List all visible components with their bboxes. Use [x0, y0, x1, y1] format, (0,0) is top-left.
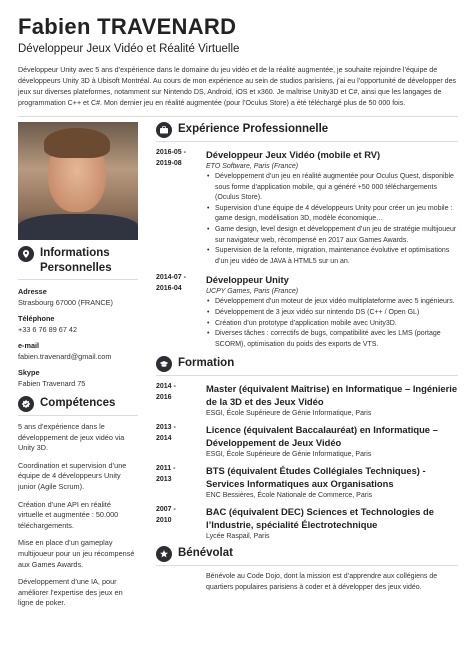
address-label: Adresse: [18, 287, 47, 296]
education-entry: [156, 464, 458, 499]
entry-bullet: • Game design, level design et développement d’un jeu de stratégie multijoueur sur navigateur web, récompensé en 2017 aux Games Awards.: [206, 225, 458, 246]
entry-bullet: • Supervision d’une équipe de 4 développeurs Unity pour créer un jeu mobile : game design, modélisation 3D, modèle économique…: [206, 204, 458, 225]
skill-item: Coordination et supervision d’une équipe de 4 développeurs Unity junior (Agile Scrum).: [18, 460, 127, 491]
experience-entry: [156, 273, 458, 350]
education-entry: [156, 423, 458, 458]
candidate-name: Fabien TRAVENARD: [18, 14, 237, 39]
entry-title: Licence (équivalent Baccalauréat) en Informatique – Développement de Jeux Vidéo: [206, 424, 438, 449]
phone-value: +33 6 76 89 67 42: [18, 325, 78, 334]
job-title: Développeur Jeux Vidéo et Réalité Virtuelle: [18, 43, 240, 55]
volunteer-section: [156, 546, 458, 593]
right-column: [156, 122, 458, 594]
skill-item: Développement d’une IA, pour améliorer l’expertise des jeux en ligne de poker.: [18, 577, 123, 608]
graduation-cap-icon: [156, 356, 172, 372]
email-value[interactable]: fabien.travenard@gmail.com: [18, 352, 112, 361]
section-divider: [156, 375, 458, 376]
star-icon: [156, 546, 172, 562]
resume-header: [18, 14, 458, 109]
location-pin-icon: [18, 246, 34, 262]
experience-entry: [156, 148, 458, 267]
phone-label: Téléphone: [18, 314, 55, 323]
education-section: [156, 356, 458, 540]
experience-section: [156, 122, 458, 350]
entry-title: Développeur Jeux Vidéo (mobile et RV): [206, 149, 381, 160]
skype-value: Fabien Travenard 75: [18, 379, 86, 388]
entry-date: 2011 - 2013: [156, 465, 176, 483]
entry-bullet: • Développement de 3 jeux vidéo sur nintendo DS (C++ / Open GL): [206, 308, 458, 319]
entry-school: ENC Bessières, École Nationale de Commerce, Paris: [206, 492, 373, 500]
entry-date: 2013 - 2014: [156, 424, 176, 442]
address-value: Strasbourg 67000 (FRANCE): [18, 298, 113, 307]
volunteer-heading: Bénévolat: [178, 547, 233, 560]
entry-school: ESGI, École Supérieure de Génie Informatique, Paris: [206, 410, 372, 418]
entry-bullet: • Développement d’un jeu en réalité augmentée pour Oculus Quest, disponible sous forme d’application mobile, qui a généré +50 000 téléchargements (Oculus Store).: [206, 172, 458, 204]
header-divider: [18, 116, 458, 117]
profile-photo: [18, 122, 138, 240]
personal-info-heading: Informations Personnelles: [40, 247, 112, 274]
left-column: [18, 122, 138, 616]
section-divider: [156, 565, 458, 566]
entry-date: 2014 - 2016: [156, 383, 176, 401]
personal-info-section: [18, 246, 138, 388]
section-divider: [18, 415, 138, 416]
entry-date: 2014-07 - 2016-04: [156, 274, 186, 292]
entry-title: Master (équivalent Maîtrise) en Informatique – Ingénierie de la 3D et des Jeux Vidéo: [206, 383, 458, 408]
volunteer-text: Bénévole au Code Dojo, dont la mission est d’apprendre aux collégiens de quartiers populaires parisiens à coder et à développer des jeux vidéo.: [206, 573, 438, 591]
entry-title: BTS (équivalent Études Collégiales Techniques) - Services Informatiques aux Organisations: [206, 465, 426, 490]
skills-badge-icon: [18, 396, 34, 412]
email-label: e-mail: [18, 341, 40, 350]
profile-summary: Développeur Unity avec 5 ans d’expérience dans le domaine du jeu vidéo et de la réalité augmentée, je souhaite rejoindre l’équipe de développeurs Unity 3D à Ubisoft Montréal. Au cours de mon expérience au sein de studios parisiens, j’ai eu l’opportunité de développer des jeux sur diverses plateformes, notamment sur Nintendo DS, Android, iOS et x360. Je maîtrise Unity3D et C#, ainsi que les langages de programmation C++ et C#. Mon dernier jeu en réalité augmentée (pour l’Oculus Store) a été téléchargé plus de 50 000 fois.: [18, 66, 457, 107]
skill-item: 5 ans d’expérience dans le développement de jeux vidéo via Unity 3D.: [18, 422, 125, 453]
briefcase-icon: [156, 122, 172, 138]
section-divider: [156, 141, 458, 142]
entry-date: 2016-05 - 2019-08: [156, 149, 186, 167]
entry-title: Développeur Unity: [206, 274, 289, 286]
experience-heading: Expérience Professionnelle: [178, 123, 329, 135]
skill-item: Création d’une API en réalité virtuelle et augmentée : 50.000 téléchargements.: [18, 499, 119, 530]
education-entry: [156, 505, 458, 540]
skill-item: Mise en place d’un gameplay multijoueur pour un jeu récompensé aux Games Awards.: [18, 538, 135, 569]
entry-bullet: • Développement d’un moteur de jeux vidéo multiplateforme avec 5 ingénieurs.: [206, 297, 458, 308]
education-entry: [156, 382, 458, 417]
entry-school: ESGI, École Supérieure de Génie Informatique, Paris: [206, 451, 372, 459]
skills-heading: Compétences: [40, 397, 116, 409]
entry-school: Lycée Raspail, Paris: [206, 533, 270, 541]
entry-company: ETO Software, Paris (France): [206, 163, 299, 170]
entry-date: 2007 - 2010: [156, 506, 176, 524]
entry-bullet: • Diverses tâches : correctifs de bugs, compatibilité avec les LMS (portage SCORM), optimisation du poids des exports de VTS.: [206, 329, 458, 350]
entry-bullet: • Création d’un prototype d’application mobile avec Unity3D.: [206, 319, 458, 330]
entry-bullet: • Supervision de la refonte, migration, maintenance évolutive et optimisations d’un jeu vidéo de JAVA à HTML5 sur un an.: [206, 246, 458, 267]
section-divider: [18, 279, 138, 280]
education-heading: Formation: [178, 357, 235, 370]
entry-title: BAC (équivalent DEC) Sciences et Technologies de l’Industrie, spécialité Électrotechnique: [206, 506, 435, 531]
entry-company: UCPY Games, Paris (France): [206, 288, 299, 296]
skype-label: Skype: [18, 368, 40, 377]
skills-section: [18, 396, 138, 609]
